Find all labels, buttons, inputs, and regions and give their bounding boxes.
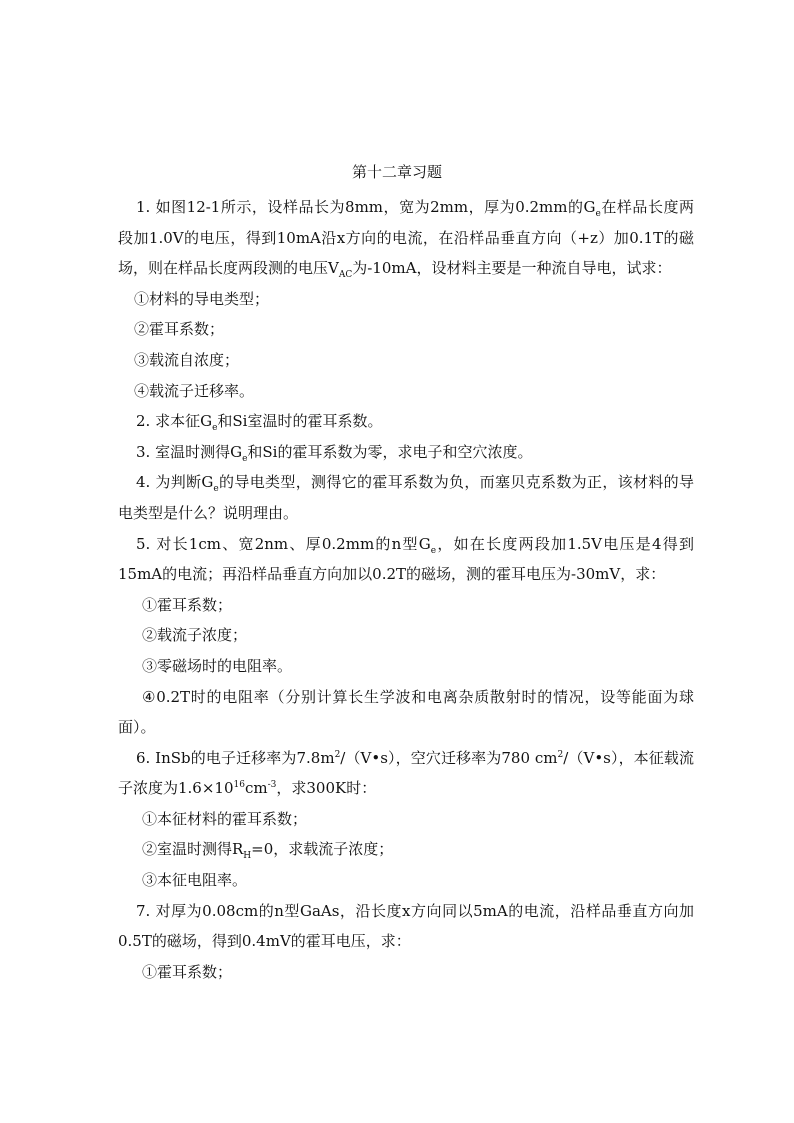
question-4: 4. 为判断$G_e$的导电类型，测得它的霍耳系数为负，而塞贝克系数为正，该材料的导电类型是什么？说明理由。 — [118, 473, 694, 522]
question-7: 7. 对厚为0.08cm的n型GaAs，沿长度x方向同以5mA的电流，沿样品垂直方向加0.5T的磁场，得到0.4mV的霍耳电压，求： — [118, 901, 694, 951]
page-title: 第十二章习题 — [351, 163, 442, 181]
question-6-item-2: ②室温时测得$R_H=0$，求载流子浓度； — [142, 840, 394, 862]
question-7-item-1: ①霍耳系数； — [142, 962, 233, 981]
question-1-item-4: ④载流子迁移率。 — [134, 381, 255, 400]
question-3: 3. 室温时测得$G_e$和Si的霍耳系数为零，求电子和空穴浓度。 — [136, 442, 533, 464]
question-2: 2. 求本征$G_e$和Si室温时的霍耳系数。 — [136, 412, 383, 434]
question-1-item-2: ②霍耳系数； — [134, 320, 225, 339]
question-6: 6. InSb的电子迁移率为$7.8m^2/(V•s)$，空穴迁移率为780 $cm^2/(V•s)$，本征载流子浓度为$1.6\times 10^{16}cm^{-3}$，求300K时： — [118, 748, 694, 798]
question-1-item-3: ③载流自浓度； — [134, 350, 240, 369]
question-6-item-3: ③本征电阻率。 — [142, 871, 248, 890]
question-1: 1. 如图12-1所示，设样品长为8mm，宽为2mm，厚为0.2mm的$G_e$在样品长度两段加1.0V的电压，得到10mA沿x方向的电流，在沿样品垂直方向（+z）加0.1T的磁场，则在样品长度两段测的电压$V_{AC}$为-10mA，设材料主要是一种流自导电，试求： — [118, 198, 694, 281]
question-5-item-1: ①霍耳系数； — [142, 595, 233, 614]
question-5-item-4: ④0.2T时的电阻率（分别计算长生学波和电离杂质散射时的情况，设等能面为球面）。 — [118, 687, 694, 737]
question-5-item-2: ②载流子浓度； — [142, 626, 248, 645]
question-6-item-1: ①本征材料的霍耳系数； — [142, 809, 308, 828]
question-1-item-1: ①材料的导电类型； — [134, 289, 270, 308]
question-5-item-3: ③零磁场时的电阻率。 — [142, 656, 293, 675]
exercise-list — [118, 192, 694, 987]
question-5: 5. 对长1cm、宽2nm、厚0.2mm的n型$G_e$，如在长度两段加1.5V电压是4得到15mA的电流；再沿样品垂直方向加以0.2T的磁场，测的霍耳电压为-30mV，求： — [118, 534, 695, 584]
